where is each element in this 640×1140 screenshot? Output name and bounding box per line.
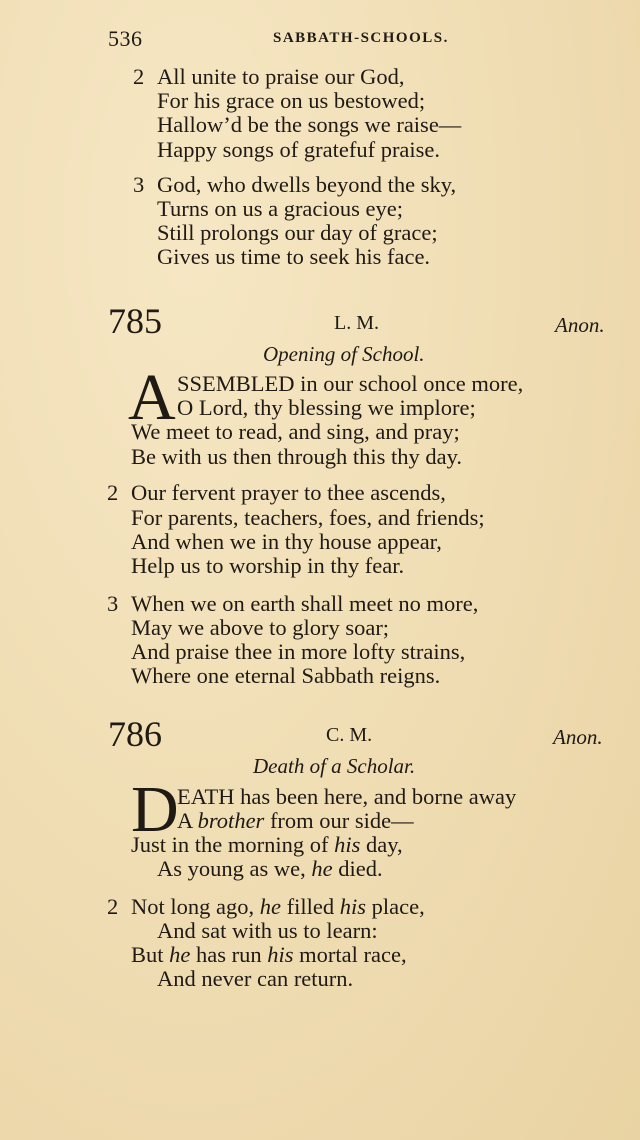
verse-line: A brother from our side—: [177, 808, 414, 833]
verse-line: When we on earth shall meet no more,: [131, 591, 479, 616]
hymn-meter: C. M.: [326, 724, 373, 746]
verse-line: EATH has been here, and borne away: [177, 784, 517, 809]
verse-line: Be with us then through this thy day.: [131, 444, 463, 469]
verse-line: For parents, teachers, foes, and friends;: [131, 505, 485, 530]
verse-line: As young as we, he died.: [157, 856, 383, 881]
hymn-title: Death of a Scholar.: [253, 754, 416, 778]
verse-number: 3: [107, 591, 119, 616]
hymn-author: Anon.: [555, 313, 605, 337]
verse-number: 2: [107, 480, 119, 505]
verse-line: But he has run his mortal race,: [131, 942, 407, 967]
verse-line: And when we in thy house appear,: [131, 529, 442, 554]
verse-line: 2 Not long ago, he filled his place,: [107, 894, 425, 919]
verse-line: And sat with us to learn:: [157, 918, 378, 943]
verse-line: Hallow’d be the songs we raise—: [157, 112, 462, 137]
verse-line: And praise thee in more lofty strains,: [131, 639, 466, 664]
verse-line: May we above to glory soar;: [131, 615, 390, 640]
verse-line: SSEMBLED in our school once more,: [177, 371, 524, 396]
verse-line: We meet to read, and sing, and pray;: [131, 419, 460, 444]
verse-number: 2: [133, 64, 145, 89]
verse-line: All unite to praise our God,: [157, 64, 405, 89]
page-header: [108, 26, 578, 52]
verse-line: O Lord, thy blessing we implore;: [177, 395, 476, 420]
page-number: 536: [108, 26, 143, 51]
verse-number: 3: [133, 172, 145, 197]
verse-line: And never can return.: [157, 966, 354, 991]
hymn-number: 786: [108, 714, 162, 754]
verse-line: For his grace on us bestowed;: [157, 88, 426, 113]
verse-line: Just in the morning of his day,: [131, 832, 403, 857]
running-head: SABBATH-SCHOOLS.: [273, 30, 449, 46]
drop-cap: D: [131, 773, 179, 846]
verse-number: 2: [107, 894, 119, 919]
verse-line: Still prolongs our day of grace;: [157, 220, 438, 245]
hymn-title: Opening of School.: [263, 342, 425, 366]
verse-line: Where one eternal Sabbath reigns.: [131, 663, 441, 688]
verse-line: Help us to worship in thy fear.: [131, 553, 405, 578]
drop-cap: A: [128, 361, 176, 434]
hymn-number: 785: [108, 301, 162, 341]
verse-line: God, who dwells beyond the sky,: [157, 172, 457, 197]
hymn-author: Anon.: [553, 725, 603, 749]
verse-line: Turns on us a gracious eye;: [157, 196, 404, 221]
hymn-meter: L. M.: [334, 312, 379, 334]
verse-line: Our fervent prayer to thee ascends,: [131, 480, 446, 505]
verse-line: Gives us time to seek his face.: [157, 244, 431, 269]
verse-line: Happy songs of gratefuf praise.: [157, 137, 441, 162]
